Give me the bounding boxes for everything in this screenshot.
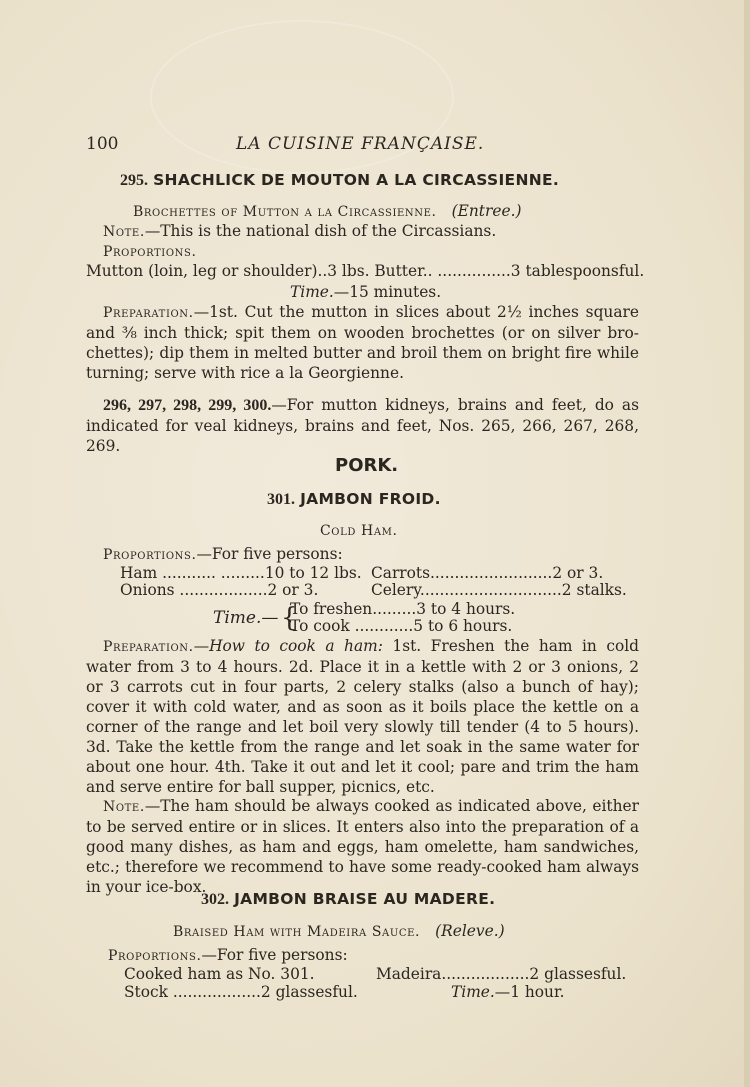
- note-text: —The ham should be always cooked as indicated above, either to be served entire or in slices. It enters also into the preparation of a good many dishes, as ham and eggs, ham omelette, ham sandwiches, etc.; therefore we recommend to have some ready-cooked ham always in your ice-box.: [86, 797, 639, 896]
- recipe-text: —For mutton kidneys, brains and feet, do as indicated for veal kidneys, brains and feet, Nos. 265, 266, 267, 268, 269.: [86, 396, 640, 455]
- page-edge: [744, 0, 750, 1087]
- time-cook: To cook ............5 to 6 hours.: [290, 617, 513, 635]
- preparation-text: —1st. Cut the mutton in slices about 2½ inches square and ⅜ inch thick; spit them on wooden brochettes (or on silver bro- chettes); dip them in melted butter and broil them on bright fire while turning; serve with rice a la Georgienne.: [86, 303, 639, 382]
- note-text: —This is the national dish of the Circassians.: [144, 222, 497, 240]
- recipe-subtitle: Brochettes of Mutton a la Circassienne.: [133, 204, 437, 220]
- proportions-label: Proportions.: [103, 244, 197, 260]
- time-freshen: To freshen.........3 to 4 hours.: [290, 600, 516, 618]
- proportions-for: —For five persons:: [196, 545, 343, 563]
- proportion-cooked-ham: Cooked ham as No. 301.: [124, 965, 315, 983]
- time-value: —15 minutes.: [333, 283, 442, 301]
- recipe-number: 302.: [201, 891, 229, 908]
- recipe-number: 301.: [267, 491, 295, 508]
- preparation-text: 1st. Freshen the ham in cold water from 3 to 4 hours. 2d. Place it in a kettle with 2 or 3 onions, 2 or 3 carrots cut in four parts, 2 celery stalks (also a bunch of hay); cover it with cold water, and as soon as it boils place the kettle on a corner of the range and let boil very slowly till tender (4 to 5 hours). 3d. Take the kettle from the range and let soak in the same water for about one hour. 4th. Take it out and let it cool; pare and trim the ham and serve entire for ball supper, picnics, etc.: [86, 637, 639, 796]
- proportions-for: —For five persons:: [201, 946, 348, 964]
- preparation-paragraph: [86, 302, 639, 383]
- time-label: Time.: [451, 983, 495, 1001]
- recipe-295-heading: [120, 170, 559, 190]
- note-paragraph: [86, 796, 639, 897]
- proportion-onions: Onions ..................2 or 3.: [120, 581, 319, 599]
- recipe-title: SHACHLICK DE MOUTON A LA CIRCASSIENNE.: [153, 171, 560, 189]
- proportion-ham: Ham ........... .........10 to 12 lbs.: [120, 564, 362, 582]
- page-number: 100: [86, 134, 119, 154]
- proportion-celery: Celery.............................2 stalks.: [371, 581, 627, 599]
- recipe-title: JAMBON FROID.: [300, 490, 441, 508]
- proportions-label: Proportions.: [108, 948, 202, 964]
- proportions-heading: [103, 545, 343, 563]
- running-title: LA CUISINE FRANÇAISE.: [236, 134, 485, 154]
- note-label: Note.: [103, 224, 145, 240]
- recipe-302-subtitle: [173, 921, 505, 940]
- proportions-label: Proportions.: [103, 547, 197, 563]
- preparation-paragraph: [86, 636, 639, 797]
- recipe-subtitle: Braised Ham with Madeira Sauce.: [173, 924, 421, 940]
- time-line: [290, 283, 441, 301]
- recipe-title: JAMBON BRAISE AU MADERE.: [234, 890, 496, 908]
- proportion-carrots: Carrots.........................2 or 3.: [371, 564, 604, 582]
- recipe-course: (Entree.): [451, 202, 522, 220]
- recipe-301-heading: [267, 489, 441, 509]
- time-label: Time.: [290, 283, 334, 301]
- preparation-label: Preparation.: [103, 305, 194, 321]
- proportion-stock: Stock ..................2 glassesful.: [124, 983, 358, 1001]
- recipe-course: (Releve.): [435, 922, 505, 940]
- recipe-296-300: [86, 395, 639, 456]
- time-line: [451, 983, 565, 1001]
- preparation-label: Preparation.: [103, 639, 194, 655]
- recipe-302-heading: [201, 889, 495, 909]
- recipe-numbers: 296, 297, 298, 299, 300.: [103, 397, 272, 414]
- recipe-subtitle: Cold Ham.: [320, 523, 398, 539]
- time-label: Time.—: [213, 608, 279, 628]
- recipe-295-note: [103, 222, 496, 240]
- recipe-number: 295.: [120, 172, 148, 189]
- brace-icon: {: [281, 603, 298, 633]
- proportions-line: Mutton (loin, leg or shoulder)..3 lbs. Butter.. ...............3 tablespoonsful.: [86, 262, 645, 280]
- section-heading: PORK.: [335, 455, 399, 476]
- proportions-heading: [108, 946, 348, 964]
- time-value: —1 hour.: [494, 983, 565, 1001]
- proportion-madeira: Madeira..................2 glassesful.: [376, 965, 627, 983]
- preparation-how: —How to cook a ham:: [193, 637, 383, 655]
- recipe-295-subtitle: [133, 201, 521, 220]
- note-label: Note.: [103, 799, 145, 815]
